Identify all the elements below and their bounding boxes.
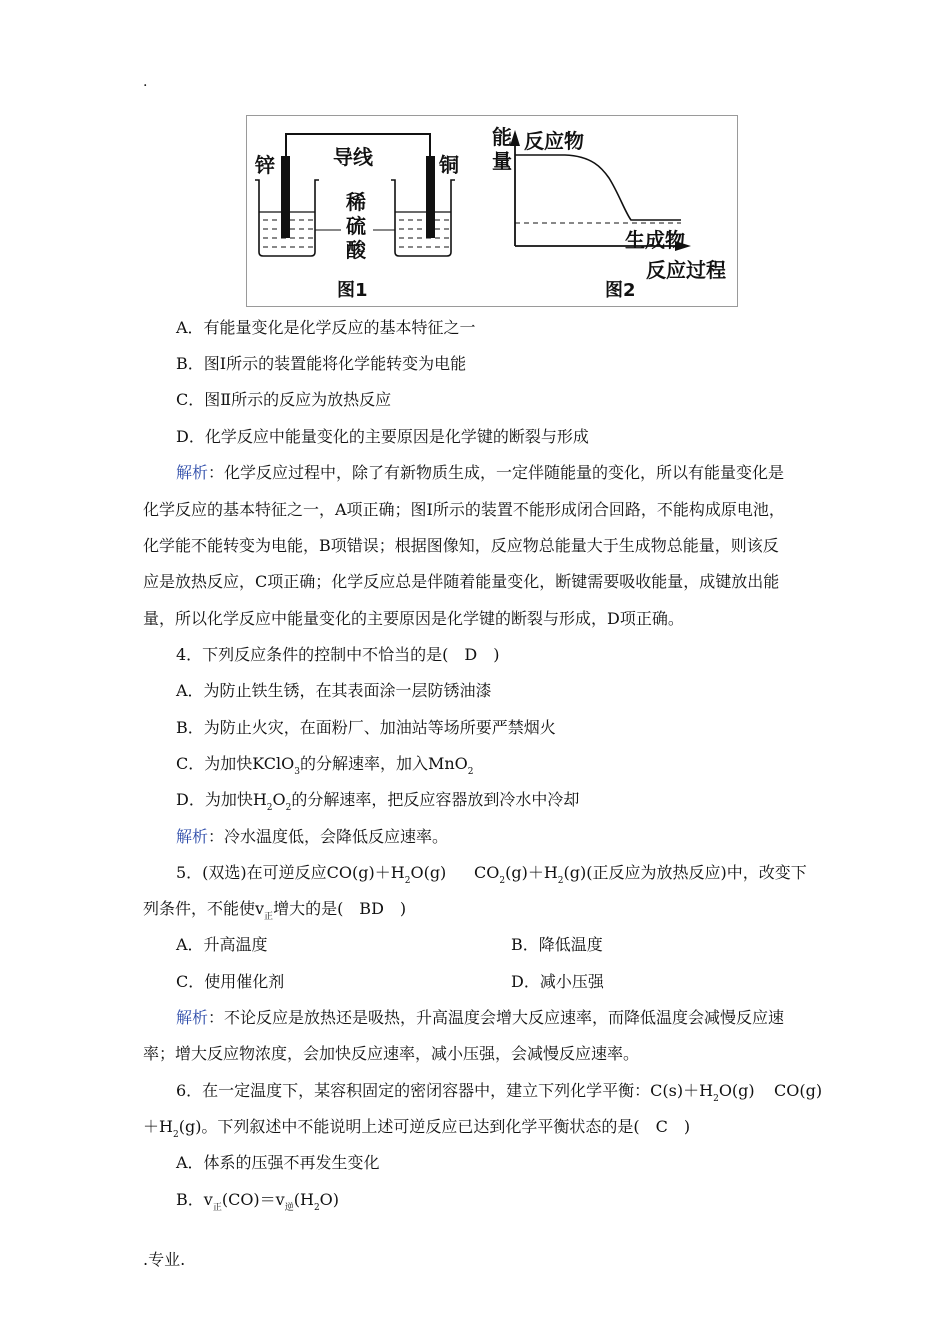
- copper-label: 铜: [439, 153, 459, 177]
- q4-option-c: C．为加快KClO$_3$的分解速率，加入MnO$_2$: [176, 754, 474, 777]
- wire-label: 导线: [333, 145, 373, 169]
- q6-option-b: B．$v_正(CO)=v_逆(H_2O)$: [176, 1190, 340, 1213]
- q3-option-b: B．图Ⅰ所示的装置能将化学能转变为电能: [176, 354, 467, 373]
- reactant-label: 反应物: [524, 129, 584, 153]
- analysis-tag: 解析: [176, 463, 209, 482]
- q3-option-d: D．化学反应中能量变化的主要原因是化学键的断裂与形成: [176, 427, 589, 446]
- q3-analysis-line-2: 化学反应的基本特征之一，A项正确；图Ⅰ所示的装置不能形成闭合回路，不能构成原电池，: [143, 500, 785, 519]
- q6-stem-line-1b: CO(g): [774, 1081, 823, 1100]
- q5-option-b: B．降低温度: [511, 935, 603, 954]
- q3-analysis-line-5: 量，所以化学反应中能量变化的主要原因是化学键的断裂与形成，D项正确。: [143, 609, 684, 628]
- q6-option-a: A．体系的压强不再发生变化: [176, 1153, 380, 1172]
- product-label: 生成物: [625, 228, 685, 252]
- q5-stem-line-2: 列条件，不能使$v_正$增大的是( BD ): [143, 899, 407, 922]
- q4-stem: 4．下列反应条件的控制中不恰当的是( D ): [176, 645, 500, 664]
- q5-analysis-line-2: 率；增大反应物浓度，会加快反应速率，减小压强，会减慢反应速率。: [143, 1044, 640, 1063]
- q3-analysis-line-4: 应是放热反应，C项正确；化学反应总是伴随着能量变化，断键需要吸收能量，成键放出能: [143, 572, 780, 591]
- q4-analysis: 解析：冷水温度低，会降低反应速率。: [176, 827, 449, 846]
- q4-option-b: B．为防止火灾，在面粉厂、加油站等场所要严禁烟火: [176, 718, 556, 737]
- figure-panel: [246, 115, 738, 307]
- header-dot: .: [143, 74, 148, 90]
- q6-stem-line-1: 6．在一定温度下，某容积固定的密闭容器中，建立下列化学平衡：$C(s)+H_2O(g)$: [176, 1081, 755, 1104]
- page-footer: .专业.: [143, 1250, 186, 1269]
- energy-axis-char-2: 量: [492, 149, 512, 173]
- q5-option-a: A．升高温度: [176, 935, 268, 954]
- x-axis-label: 反应过程: [646, 258, 726, 282]
- q5-option-d: D．减小压强: [511, 972, 604, 991]
- solution-char-2: 硫: [346, 214, 366, 238]
- q5-analysis-line-1: 解析：不论反应是放热还是吸热，升高温度会增大反应速率，而降低温度会减慢反应速: [176, 1008, 785, 1027]
- zinc-label: 锌: [255, 153, 275, 177]
- q5-stem-line-1b: $CO_2(g)+H_2(g)$(正反应为放热反应)中，改变下: [474, 863, 807, 886]
- q4-option-d: D．为加快$H_2O_2$的分解速率，把反应容器放到冷水中冷却: [176, 790, 580, 813]
- fig2-caption: 图2: [605, 280, 636, 301]
- fig1-caption: 图1: [337, 280, 368, 301]
- q4-option-a: A．为防止铁生锈，在其表面涂一层防锈油漆: [176, 681, 492, 700]
- q3-option-c: C．图Ⅱ所示的反应为放热反应: [176, 390, 392, 409]
- solution-char-3: 酸: [346, 238, 366, 262]
- q3-option-a: A．有能量变化是化学反应的基本特征之一: [176, 318, 476, 337]
- q3-analysis-line-1: 解析：化学反应过程中，除了有新物质生成，一定伴随能量的变化，所以有能量变化是: [176, 463, 785, 482]
- q5-option-c: C．使用催化剂: [176, 972, 285, 991]
- q3-analysis-line-3: 化学能不能转变为电能，B项错误；根据图像知，反应物总能量大于生成物总能量，则该反: [143, 536, 779, 555]
- q6-stem-line-2: $+H_2(g)$。下列叙述中不能说明上述可逆反应已达到化学平衡状态的是( C ): [143, 1117, 691, 1140]
- solution-char-1: 稀: [346, 190, 366, 214]
- q5-stem-line-1: 5．(双选)在可逆反应$CO(g)+H_2O(g)$: [176, 863, 447, 886]
- energy-axis-char-1: 能: [492, 125, 512, 149]
